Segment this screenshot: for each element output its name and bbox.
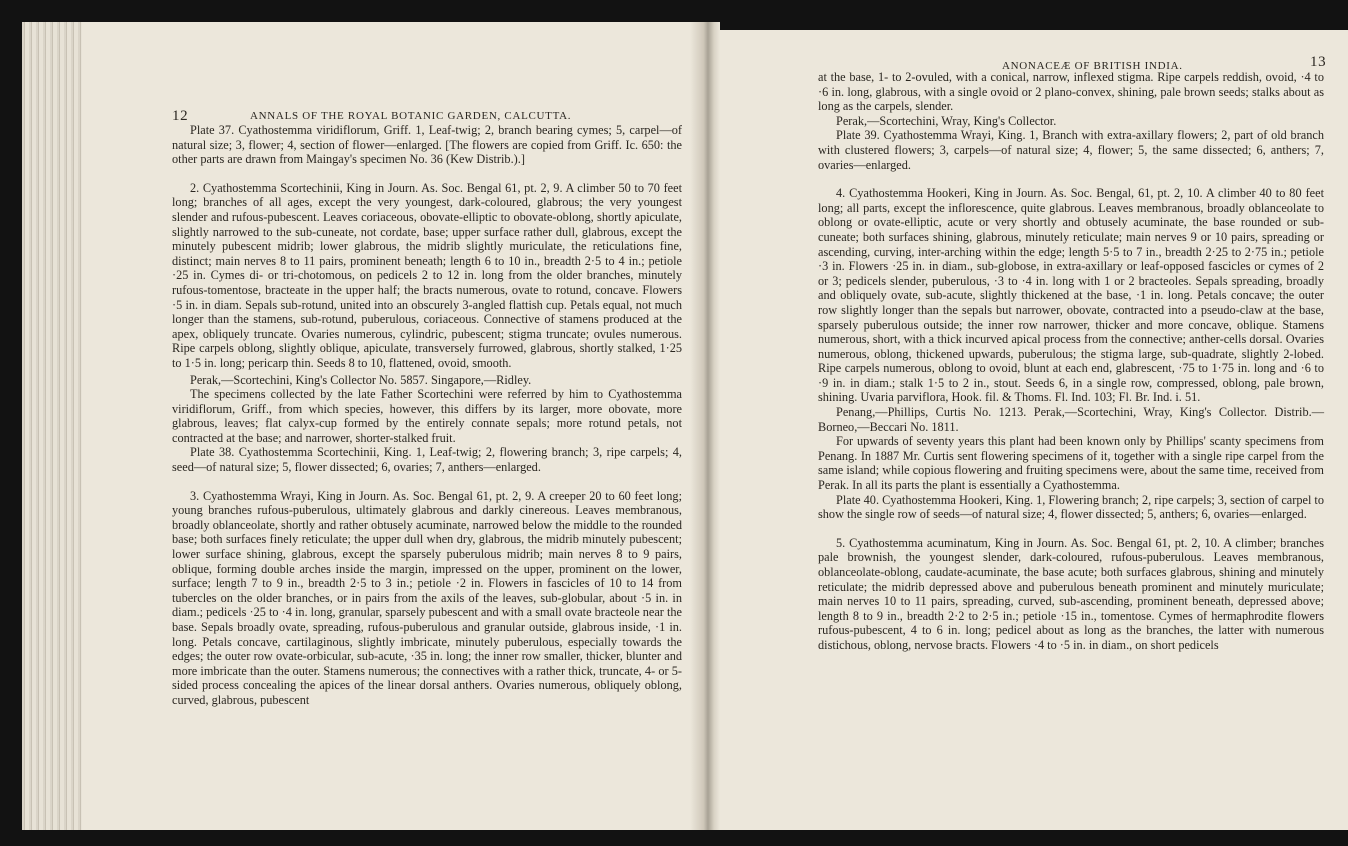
left-page-number: 12 xyxy=(172,108,189,124)
left-text-body xyxy=(172,123,682,708)
left-page xyxy=(22,22,708,830)
paragraph: 3. Cyathostemma Wrayi, King in Journ. As. Soc. Bengal 61, pt. 2, 9. A creeper 20 to 60 feet long; young branches rufous-puberulous, ultimately glabrous and darkly cinereous. Leaves membranous, broadly oblanceolate, shortly and rather obtusely acuminate, narrowed below the middle to the rounded base; both surfaces finely reticulate; the upper dull when dry, glabrous, the midrib minutely pubescent; lower surface shining, glabrous, except the sparsely puberulous midrib; main nerves 8 to 9 pairs, oblique, forming double arches inside the margin, impressed on the upper, prominent on the lower, surface; length 7 to 9 in., breadth 2·5 to 3 in.; petiole ·2 in. Flowers in fascicles of 10 to 14 from tubercles on the older branches, or in pairs from the axils of the leaves, sub-globular, about ·5 in. in diam.; pedicels ·25 to ·4 in. long, granular, sparsely pubescent and with a small ovate bracteole near the base. Sepals broadly ovate, spreading, rufous-puberulous and granular outside, glabrous inside, ·1 in. long. Petals concave, cartilaginous, slightly imbricate, minutely puberulous, especially towards the edges; the outer row ovate-orbicular, sub-acute, ·35 in. long; the inner row smaller, thicker, blunter and more imbricate than the outer. Stamens numerous; the connectives with a rather thick, truncate, 4- or 5-sided process concealing the apices of the linear dorsal anthers. Ovaries numerous, obliquely oblong, curved, glabrous, pubescent xyxy=(172,488,683,707)
right-page-number: 13 xyxy=(1310,54,1327,70)
paragraph: Plate 38. Cyathostemma Scortechinii, King. 1, Leaf-twig; 2, flowering branch; 3, ripe carpels; 4, seed—of natural size; 5, flower dissected; 6, ovaries; 7, anthers—enlarged. xyxy=(172,445,682,475)
paragraph: Plate 40. Cyathostemma Hookeri, King. 1, Flowering branch; 2, ripe carpels; 3, section of carpel to show the single row of seeds—of natural size; 4, flower dissected; 5, anthers; 6, ovaries—enlarged. xyxy=(818,492,1324,522)
paragraph: at the base, 1- to 2-ovuled, with a conical, narrow, inflexed stigma. Ripe carpels reddish, ovoid, ·4 to ·6 in. long, glabrous, with a single ovoid or 2 plano-convex, shining, pale brown seeds; stalks about as long as the carpels, slender. xyxy=(818,70,1324,114)
paragraph: 4. Cyathostemma Hookeri, King in Journ. As. Soc. Bengal, 61, pt. 2, 10. A climber 40 to 80 feet long; all parts, except the inflorescence, quite glabrous. Leaves membranous, broadly oblanceolate to oblong or ovate-elliptic, acute or very shortly and obtusely acuminate, the base rounded or sub-cuneate; both surfaces shining, glabrous, minutely reticulate; main nerves 9 or 10 pairs, spreading or ascending, curving, inter-arching within the edge; length 5·5 to 7 in., breadth 2·25 to 2·75 in.; petiole ·3 in. Flowers ·25 in. in diam., sub-globose, in extra-axillary or leaf-opposed fascicles or cymes of 2 or 3; pedicels slender, puberulous, ·3 to ·4 in. long with 1 or 2 bracteoles. Sepals spreading, broadly and obliquely ovate, sub-acute, slightly thickened at the base, ·1 in. long. Petals concave; the outer row slightly longer than the sepals but narrower, obovate, contracted into a pseudo-claw at the base, sparsely puberulous outside; the inner row narrower, thicker and more concave, oblique. Stamens numerous, short, with a thick incurved apical process from the connective; anther-cells dorsal. Ovaries numerous, oblong, thickened upwards, puberulous; the stigma large, sub-quadrate, slightly 2-lobed. Ripe carpels numerous, oblong to ovoid, blunt at each end, glabrescent, ·75 to 1·75 in. long and ·6 to ·9 in. in diam.; stalk 1·5 to 2 in., stout. Seeds 6, in a single row, compressed, oblong, pale brown, shining. Uvaria parviflora, Hook. fil. & Thoms. Fl. Ind. 103; Fl. Br. Ind. i. 51. xyxy=(818,186,1324,405)
right-text-body xyxy=(818,70,1324,653)
page-edges xyxy=(22,22,82,830)
left-running-head: ANNALS OF THE ROYAL BOTANIC GARDEN, CALCUTTA. xyxy=(250,110,572,122)
paragraph: Plate 39. Cyathostemma Wrayi, King. 1, Branch with extra-axillary flowers; 2, part of old branch with clustered flowers; 3, carpels—of natural size; 4, flower; 5, the same dissected; 6, anthers; 7, ovaries—enlarged. xyxy=(818,128,1324,172)
right-running-head: ANONACEÆ OF BRITISH INDIA. xyxy=(1002,60,1183,72)
paragraph: Penang,—Phillips, Curtis No. 1213. Perak,—Scortechini, Wray, King's Collector. Distrib.—Borneo,—Beccari No. 1811. xyxy=(818,405,1324,434)
paragraph: 2. Cyathostemma Scortechinii, King in Journ. As. Soc. Bengal 61, pt. 2, 9. A climber 50 to 70 feet long; branches of all ages, except the very youngest, dark-coloured, glabrous; the very youngest slender and rufous-pubescent. Leaves coriaceous, obovate-elliptic to obovate-oblong, shortly apiculate, slightly narrowed to the sub-cuneate, not cordate, base; upper surface rather dull, glabrous, except the minutely pubescent midrib; lower glabrous, the midrib slightly muriculate, the reticulations fine, distinct; main nerves 8 to 11 pairs, prominent beneath; length 6 to 10 in., breadth 2·5 to 4 in.; petiole ·25 in. Cymes di- or tri-chotomous, on pedicels 2 to 12 in. long from the older branches, minutely rufous-tomentose, bracteate in the upper half; the bracts numerous, ovate to rotund, concave. Flowers ·5 in. in diam. Sepals sub-rotund, united into an obscurely 3-angled flattish cup. Petals equal, not much longer than the stamens, sub-rotund, puberulous, coriaceous. Connective of stamens produced at the apex, obliquely truncate. Ovaries numerous, cylindric, pubescent; stigma truncate; ovules numerous. Ripe carpels oblong, slightly oblique, apiculate, transversely furrowed, glabrous, shortly stalked, 1·25 to 1·5 in. long; pericarp thin. Seeds 8 to 10, flattened, ovoid, smooth. xyxy=(172,180,682,370)
paragraph: 5. Cyathostemma acuminatum, King in Journ. As. Soc. Bengal 61, pt. 2, 10. A climber; branches pale brownish, the youngest slender, dark-coloured, rufous-puberulous. Leaves membranous, oblanceolate-oblong, caudate-acuminate, the base acute; both surfaces glabrous, shining and minutely reticulate; the midrib depressed above and puberulous beneath prominent and minutely muriculate; main nerves 10 to 11 pairs, spreading, curved, sub-ascending, prominent beneath, depressed above; length 8 to 9 in., breadth 2·2 to 2·5 in.; petiole ·15 in., tomentose. Cymes of hermaphrodite flowers rufous-pubescent, 4 to 6 in. long; pedicel about as long as the branches, the latter with numerous distichous, oblong, nervose bracts. Flowers ·4 to ·5 in. in diam., on short pedicels xyxy=(818,535,1324,652)
book-gutter xyxy=(690,22,720,830)
paragraph: The specimens collected by the late Father Scortechini were referred by him to Cyathostemma viridiflorum, Griff., from which species, however, this differs by its larger, more obovate, more glabrous, leaves; flat calyx-cup formed by the entirely connate sepals; more rotund petals, not contracted at the base; and narrower, shorter-stalked fruit. xyxy=(172,387,682,445)
paragraph: Plate 37. Cyathostemma viridiflorum, Griff. 1, Leaf-twig; 2, branch bearing cymes; 5, carpel—of natural size; 3, flower; 4, section of flower—enlarged. [The flowers are copied from Griff. Ic. 650: the other parts are drawn from Maingay's specimen No. 36 (Kew Distrib.).] xyxy=(172,123,682,167)
right-page xyxy=(700,30,1348,830)
paragraph: Perak,—Scortechini, Wray, King's Collector. xyxy=(836,113,1057,128)
paragraph: Perak,—Scortechini, King's Collector No. 5857. Singapore,—Ridley. xyxy=(190,372,532,387)
paragraph: For upwards of seventy years this plant had been known only by Phillips' scanty specimens from Penang. In 1887 Mr. Curtis sent flowering specimens of it, together with a single ripe carpel from the same island; while copious flowering and fruiting specimens were, about the same time, received from Perak. In all its parts the plant is essentially a Cyathostemma. xyxy=(818,434,1324,493)
